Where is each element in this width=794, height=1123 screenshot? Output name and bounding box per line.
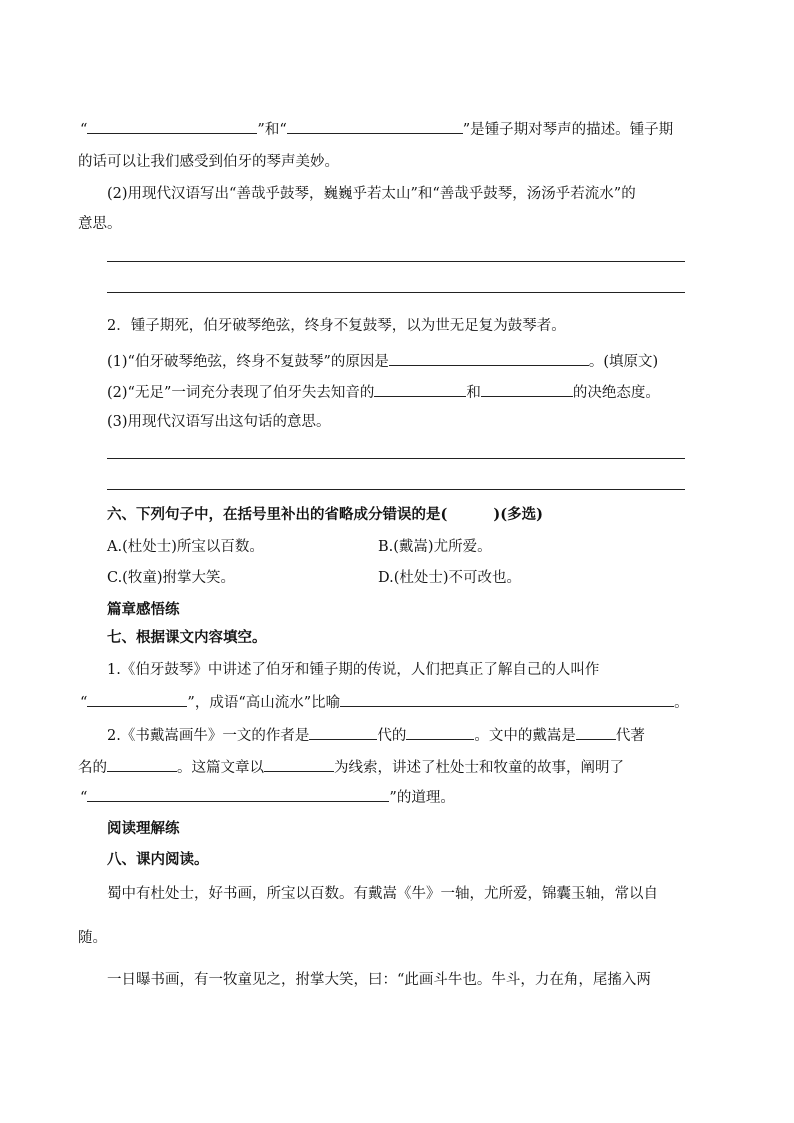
answer-blank[interactable] — [340, 691, 674, 707]
text: (2)“无足”一词充分表现了伯牙失去知音的 — [107, 385, 375, 401]
text: 的决绝态度。 — [572, 385, 660, 401]
option-a[interactable]: A.(杜处士)所宝以百数。 — [107, 539, 264, 555]
answer-blank[interactable] — [309, 724, 377, 740]
text: ”和“ — [257, 122, 287, 138]
option-d[interactable]: D.(杜处士)不可改也。 — [378, 570, 522, 586]
q1-sub2-line1: (2)用现代汉语写出“善哉乎鼓琴，巍巍乎若太山”和“善哉乎鼓琴，汤汤乎若流水”的 — [107, 186, 636, 202]
text: 和 — [466, 385, 481, 401]
text: 六、下列句子中，在括号里补出的省略成分错误的是( — [107, 506, 448, 523]
answer-blank[interactable] — [374, 381, 466, 397]
text: ”的道理。 — [389, 790, 455, 806]
answer-line[interactable] — [107, 458, 685, 459]
q1-quote-line — [80, 118, 673, 140]
answer-blank[interactable] — [576, 724, 616, 740]
answer-line[interactable] — [107, 489, 685, 490]
answer-blank[interactable] — [87, 118, 257, 134]
answer-blank[interactable] — [481, 381, 573, 397]
answer-blank[interactable] — [406, 724, 474, 740]
text: 。(填原文) — [588, 354, 659, 370]
q2-sub1 — [107, 350, 658, 372]
text: ”，成语“高山流水”比喻 — [187, 695, 341, 711]
q7-item1-line2 — [80, 691, 689, 713]
text: 代的 — [377, 728, 407, 744]
passage-para1-line1: 蜀中有杜处士，好书画，所宝以百数。有戴嵩《牛》一轴，尤所爱，锦囊玉轴，常以自 — [107, 886, 658, 902]
text: ”是锺子期对琴声的描述。锺子期 — [462, 122, 674, 138]
answer-blank[interactable] — [87, 691, 187, 707]
passage-para2-line1: 一日曝书画，有一牧童见之，拊掌大笑，曰：“此画斗牛也。牛斗，力在角，尾搐入两 — [107, 972, 651, 988]
q7-item2-line3 — [80, 786, 455, 808]
q2-sub2 — [107, 381, 660, 403]
text: 。文中的戴嵩是 — [474, 728, 576, 744]
answer-line[interactable] — [107, 292, 685, 293]
q2-sub3: (3)用现代汉语写出这句话的意思。 — [107, 414, 331, 430]
text: )(多选) — [493, 506, 543, 523]
text: 。 — [674, 695, 689, 711]
q7-item2-line2 — [78, 756, 624, 778]
text: 。这篇文章以 — [177, 760, 264, 776]
section-heading: 篇章感悟练 — [107, 601, 180, 618]
q2-text: 2．锺子期死，伯牙破琴绝弦，终身不复鼓琴，以为世无足复为鼓琴者。 — [107, 318, 566, 334]
answer-blank[interactable] — [264, 756, 334, 772]
passage-para1-line2: 随。 — [78, 930, 107, 946]
text: 名的 — [78, 760, 107, 776]
q6-title — [107, 505, 543, 525]
q1-line2: 的话可以让我们感受到伯牙的琴声美妙。 — [78, 154, 339, 170]
section-heading: 阅读理解练 — [107, 820, 180, 837]
text: 代著 — [615, 728, 645, 744]
option-b[interactable]: B.(戴嵩)尤所爱。 — [378, 539, 492, 555]
open-quote: “ — [80, 122, 88, 138]
text: 2.《书戴嵩画牛》一文的作者是 — [107, 728, 310, 744]
q7-item2-line1 — [107, 724, 645, 746]
answer-blank[interactable] — [389, 350, 589, 366]
q8-title: 八、课内阅读。 — [107, 851, 209, 868]
option-c[interactable]: C.(牧童)拊掌大笑。 — [107, 570, 236, 586]
answer-line[interactable] — [107, 261, 685, 262]
q7-title: 七、根据课文内容填空。 — [107, 629, 267, 646]
text: 为线索，讲述了杜处士和牧童的故事，阐明了 — [334, 760, 624, 776]
q1-sub2-line2: 意思。 — [78, 216, 122, 232]
answer-blank[interactable] — [87, 786, 389, 802]
answer-blank[interactable] — [107, 756, 177, 772]
text: (1)“伯牙破琴绝弦，终身不复鼓琴”的原因是 — [107, 354, 389, 370]
answer-blank[interactable] — [287, 118, 463, 134]
text: “ — [80, 695, 88, 711]
text: “ — [80, 790, 88, 806]
q7-item1-line1: 1.《伯牙鼓琴》中讲述了伯牙和锺子期的传说，人们把真正了解自己的人叫作 — [107, 662, 600, 678]
